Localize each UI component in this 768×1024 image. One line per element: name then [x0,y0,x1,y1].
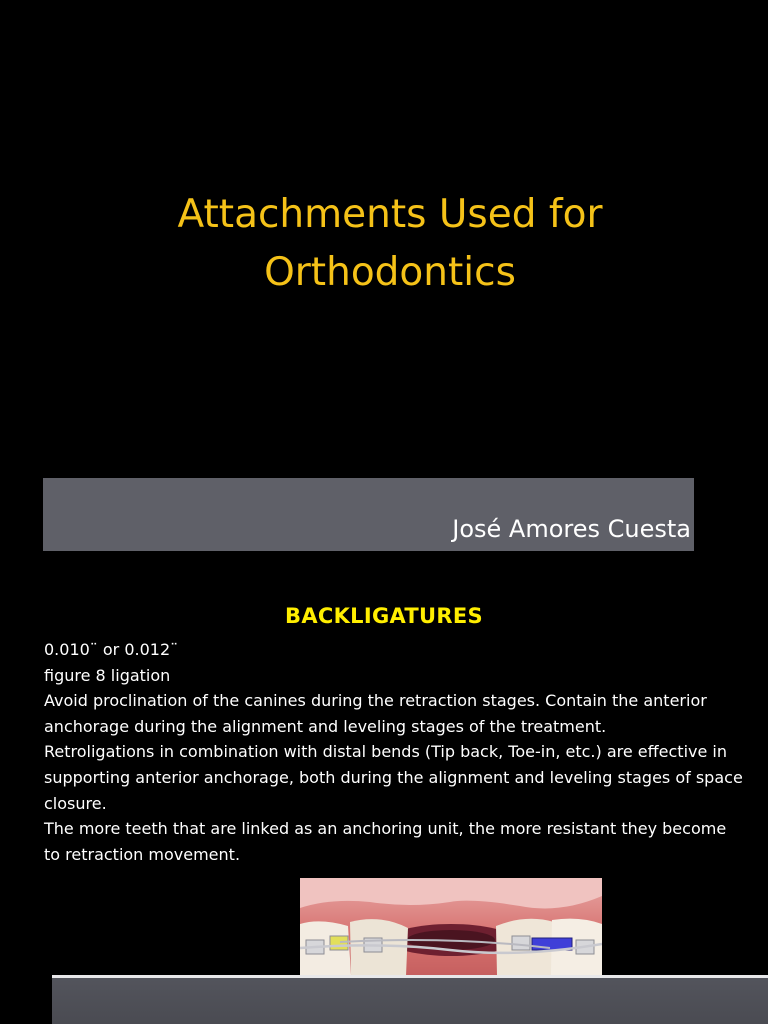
body-text [44,637,744,867]
retroligation-paragraph: Retroligations in combination with distal bends (Tip back, Toe-in, etc.) are effective in supporting anterior anchorage, both during the alignment and leveling stages of space closure. [44,742,743,813]
section-heading: BACKLIGATURES [285,604,483,628]
wire-gauge-line: 0.010¨ or 0.012¨ [44,640,179,659]
title-line-2: Orthodontics [264,250,516,295]
title-line-1: Attachments Used for [177,192,603,237]
anchoring-unit-paragraph: The more teeth that are linked as an anchoring unit, the more resistant they become to retraction movement. [44,819,727,864]
author-bar [43,478,694,551]
author-name: José Amores Cuesta [452,515,691,543]
ligation-type-line: figure 8 ligation [44,665,171,685]
slide-title [60,186,720,302]
purpose-paragraph: Avoid proclination of the canines during the retraction stages. Contain the anterior anchorage during the alignment and leveling stages of the treatment. [44,691,707,736]
next-slide-strip [52,975,768,1024]
